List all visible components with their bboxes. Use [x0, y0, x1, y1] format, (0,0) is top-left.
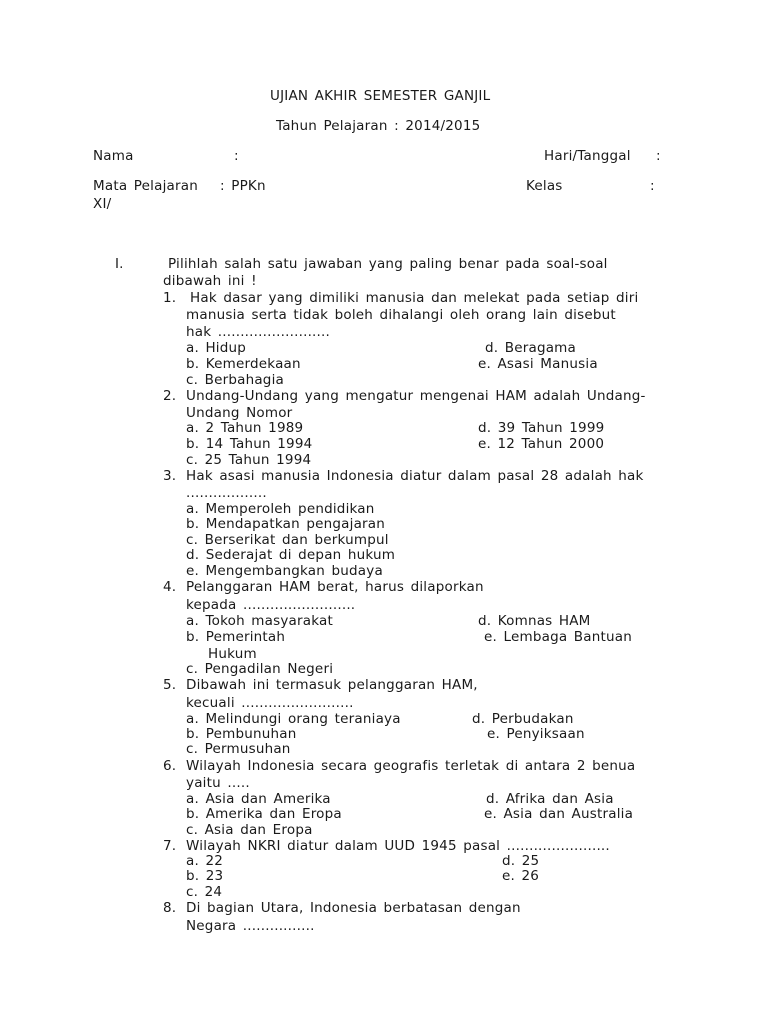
- answer-option: b. Mendapatkan pengajaran: [186, 516, 386, 532]
- answer-option: b. 23: [186, 868, 224, 884]
- answer-option: d. 39 Tahun 1999: [478, 420, 605, 436]
- question-number: 8.: [163, 900, 177, 916]
- answer-option: c. 24: [186, 884, 223, 900]
- answer-option: b. 14 Tahun 1994: [186, 436, 313, 452]
- hari-colon: :: [656, 148, 661, 164]
- answer-option: e. Penyiksaan: [487, 726, 585, 742]
- question-number: 3.: [163, 468, 177, 484]
- answer-option: a. Asia dan Amerika: [186, 791, 331, 807]
- answer-option: c. Permusuhan: [186, 741, 291, 757]
- question-number: 2.: [163, 388, 177, 404]
- answer-option: d. Perbudakan: [472, 711, 574, 727]
- section-instruction: dibawah ini !: [163, 273, 257, 289]
- question-text: ..................: [186, 485, 267, 501]
- question-text: hak .........................: [186, 324, 331, 340]
- answer-option: c. Asia dan Eropa: [186, 822, 313, 838]
- question-text: kecuali .........................: [186, 695, 354, 711]
- answer-option: e. Mengembangkan budaya: [186, 563, 383, 579]
- answer-option: b. Amerika dan Eropa: [186, 806, 342, 822]
- answer-option: c. 25 Tahun 1994: [186, 452, 312, 468]
- answer-option: e. Lembaga Bantuan: [484, 629, 632, 645]
- answer-option: d. Komnas HAM: [478, 613, 591, 629]
- answer-option: b. Pembunuhan: [186, 726, 297, 742]
- answer-option: c. Berserikat dan berkumpul: [186, 532, 389, 548]
- question-text: Di bagian Utara, Indonesia berbatasan dengan: [186, 900, 521, 916]
- question-text: Pelanggaran HAM berat, harus dilaporkan: [186, 579, 484, 595]
- answer-option: a. Tokoh masyarakat: [186, 613, 333, 629]
- answer-option: a. 22: [186, 853, 224, 869]
- answer-option: e. Asia dan Australia: [484, 806, 634, 822]
- question-text: Undang-Undang yang mengatur mengenai HAM adalah Undang-: [186, 388, 646, 404]
- answer-option: a. Memperoleh pendidikan: [186, 501, 375, 517]
- answer-option: d. 25: [502, 853, 540, 869]
- nama-colon: :: [234, 148, 239, 164]
- question-number: 1.: [163, 290, 177, 306]
- section-instruction: Pilihlah salah satu jawaban yang paling benar pada soal-soal: [168, 256, 608, 272]
- answer-option: d. Beragama: [485, 340, 577, 356]
- nama-label: Nama: [93, 148, 134, 164]
- kelas-label: Kelas: [526, 178, 563, 194]
- question-number: 5.: [163, 677, 177, 693]
- answer-option: Hukum: [208, 646, 257, 662]
- question-text: Wilayah Indonesia secara geografis terletak di antara 2 benua: [186, 758, 636, 774]
- answer-option: e. 26: [502, 868, 540, 884]
- answer-option: a. Hidup: [186, 340, 247, 356]
- question-number: 4.: [163, 579, 177, 595]
- mapel-label: Mata Pelajaran: [93, 178, 198, 194]
- answer-option: c. Pengadilan Negeri: [186, 661, 334, 677]
- kelas-colon: :: [650, 178, 655, 194]
- exam-title: UJIAN AKHIR SEMESTER GANJIL: [270, 88, 491, 104]
- school-year: Tahun Pelajaran : 2014/2015: [276, 118, 481, 134]
- question-number: 6.: [163, 758, 177, 774]
- section-number: I.: [115, 256, 124, 272]
- answer-option: b. Kemerdekaan: [186, 356, 301, 372]
- answer-option: b. Pemerintah: [186, 629, 286, 645]
- kelas-value: XI/: [93, 196, 112, 212]
- answer-option: a. 2 Tahun 1989: [186, 420, 304, 436]
- question-text: Undang Nomor: [186, 405, 293, 421]
- answer-option: a. Melindungi orang teraniaya: [186, 711, 401, 727]
- question-text: manusia serta tidak boleh dihalangi oleh orang lain disebut: [186, 307, 616, 323]
- answer-option: d. Sederajat di depan hukum: [186, 547, 396, 563]
- question-text: kepada .........................: [186, 597, 356, 613]
- question-text: Hak asasi manusia Indonesia diatur dalam pasal 28 adalah hak: [186, 468, 644, 484]
- mapel-value: : PPKn: [220, 178, 266, 194]
- question-text: yaitu .....: [186, 775, 250, 791]
- question-number: 7.: [163, 838, 177, 854]
- question-text: Wilayah NKRI diatur dalam UUD 1945 pasal .......................: [186, 838, 610, 854]
- answer-option: c. Berbahagia: [186, 372, 284, 388]
- hari-label: Hari/Tanggal: [544, 148, 631, 164]
- question-text: Hak dasar yang dimiliki manusia dan melekat pada setiap diri: [190, 290, 639, 306]
- answer-option: e. Asasi Manusia: [478, 356, 598, 372]
- answer-option: d. Afrika dan Asia: [486, 791, 614, 807]
- question-text: Negara ................: [186, 918, 315, 934]
- question-text: Dibawah ini termasuk pelanggaran HAM,: [186, 677, 478, 693]
- answer-option: e. 12 Tahun 2000: [478, 436, 605, 452]
